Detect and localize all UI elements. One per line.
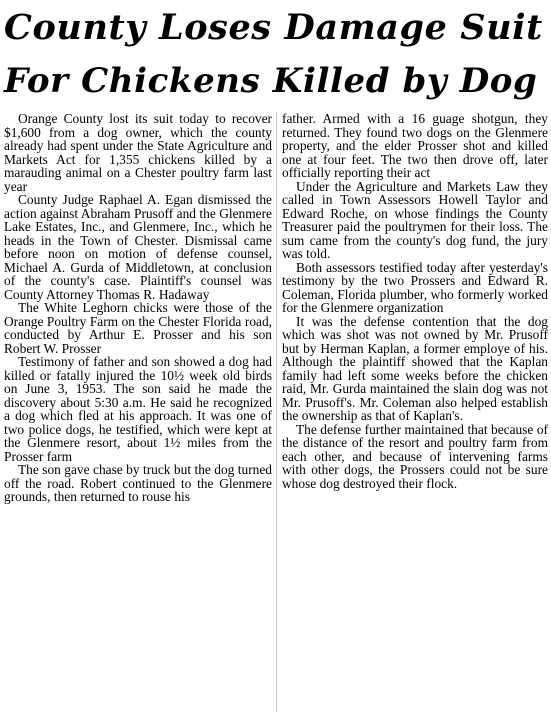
article-column-right xyxy=(282,112,548,715)
paragraph-defense-distance: The defense further maintained that because of the distance of the resort and poultry farm from each other, and because of intervening farms with other dogs, the Prossers could not be sure whose dog destroyed their flock. xyxy=(282,421,548,491)
paragraph-judge-dismissal: County Judge Raphael A. Egan dismissed the action against Abraham Prusoff and the Glenmere Lake Estates, Inc., and Glenmere, Inc., which he heads in the Town of Chester. Dismissal came before noon on motion of defense counsel, Michael A. Gurda of Middletown, at conclusion of the county's case. Plaintiff's counsel was County Attorney Thomas R. Hadaway xyxy=(4,192,272,302)
headline-line-1: County Loses Damage Suit xyxy=(4,7,543,48)
paragraph-chase: The son gave chase by truck but the dog turned off the road. Robert continued to the Glenmere grounds, then returned to rouse his xyxy=(4,462,272,504)
paragraph-markets-law: Under the Agriculture and Markets Law they called in Town Assessors Howell Taylor and Edward Roche, on whose findings the County Treasurer paid the poultrymen for their loss. The sum came from the county's dog fund, the jury was told. xyxy=(282,178,548,261)
paragraph-testimony: Testimony of father and son showed a dog had killed or fatally injured the 10½ week old birds on June 3, 1953. The son said he made the discovery about 5:30 a.m. He said he recognized a dog which fled at his approach. It was one of two police dogs, he testified, which were kept at the Glenmere resort, about 1½ miles from the Prosser farm xyxy=(4,354,272,464)
headline-line-2: For Chickens Killed by Dog xyxy=(4,61,538,101)
column-divider xyxy=(276,112,277,712)
article-column-left xyxy=(4,112,272,715)
paragraph-defense-contention: It was the defense contention that the dog which was shot was not owned by Mr. Prusoff but by Herman Kaplan, a former employe of his. Although the plaintiff showed that the Kaplan family had left some weeks before the chicken raid, Mr. Gurda maintained the slain dog was not Mr. Prusoff's. Mr. Coleman also helped establish the ownership as that of Kaplan's. xyxy=(282,313,548,423)
paragraph-assessors: Both assessors testified today after yesterday's testimony by the two Prossers and Edward R. Coleman, Florida plumber, who formerly worked for the Glenmere organization xyxy=(282,259,548,315)
paragraph-poultry-farm: The White Leghorn chicks were those of the Orange Poultry Farm on the Chester Florida road, conducted by Arthur E. Prosser and his son Robert W. Prosser xyxy=(4,300,272,356)
paragraph-continuation: father. Armed with a 16 guage shotgun, they returned. They found two dogs on the Glenmere property, and the elder Prosser shot and killed one at four feet. The two then drove off, later officially reporting their act xyxy=(282,112,548,180)
paragraph-lead: Orange County lost its suit today to recover $1,600 from a dog owner, which the county already had spent under the State Agriculture and Markets Act for 1,355 chickens killed by a marauding animal on a Chester poultry farm last year xyxy=(4,112,272,194)
